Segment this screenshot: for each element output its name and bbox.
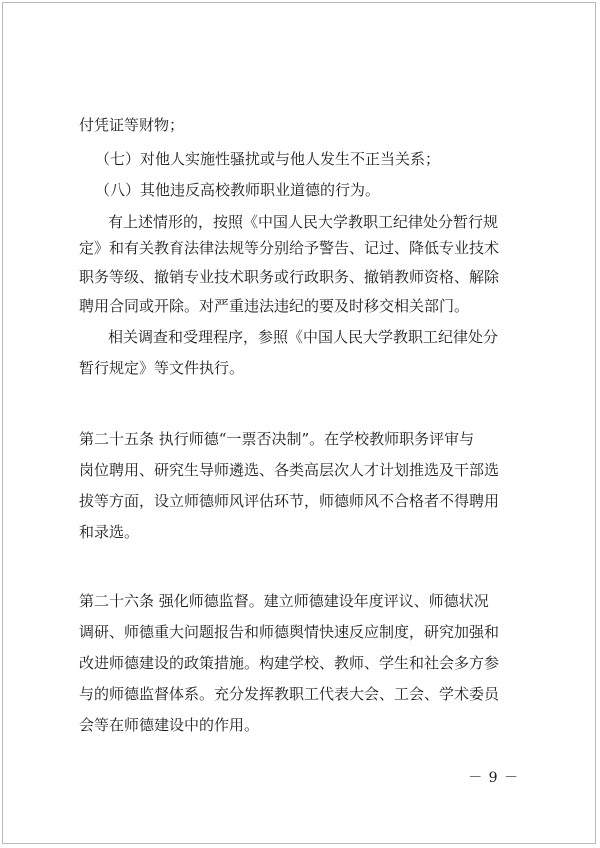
text-line: （七）对他人实施性骚扰或与他人发生不正当关系； xyxy=(95,150,441,168)
text-line: 岗位聘用、研究生导师遴选、各类高层次人才计划推选及干部选 xyxy=(79,461,500,479)
text-line: 职务等级、撤销专业技术职务或行政职务、撤销教师资格、解除 xyxy=(79,268,500,286)
page-number: － 9 － xyxy=(468,770,519,786)
text-line: 与的师德监督体系。充分发挥教职工代表大会、工会、学术委员 xyxy=(79,685,500,703)
text-line: 定》和有关教育法律法规等分别给予警告、记过、降低专业技术 xyxy=(79,239,500,257)
article-26-heading-line: 第二十六条 强化师德监督。建立师德建设年度评议、师德状况 xyxy=(79,592,489,610)
text-line: 付凭证等财物； xyxy=(79,116,185,134)
text-line: 和录选。 xyxy=(79,523,140,541)
text-line: 暂行规定》等文件执行。 xyxy=(79,359,245,377)
text-line: 相关调查和受理程序，参照《中国人民大学教职工纪律处分 xyxy=(108,328,499,346)
article-25-heading-line: 第二十五条 执行师德“一票否决制”。在学校教师职务评审与 xyxy=(79,430,475,448)
text-line: （八）其他违反高校教师职业道德的行为。 xyxy=(95,181,381,199)
text-line: 有上述情形的，按照《中国人民大学教职工纪律处分暂行规 xyxy=(108,213,499,231)
text-line: 聘用合同或开除。对严重违法违纪的要及时移交相关部门。 xyxy=(79,297,470,315)
text-line: 改进师德建设的政策措施。构建学校、教师、学生和社会多方参 xyxy=(79,654,500,672)
text-line: 拔等方面，设立师德师风评估环节，师德师风不合格者不得聘用 xyxy=(79,492,500,510)
text-line: 会等在师德建设中的作用。 xyxy=(79,716,260,734)
text-line: 调研、师德重大问题报告和师德舆情快速反应制度，研究加强和 xyxy=(79,623,500,641)
